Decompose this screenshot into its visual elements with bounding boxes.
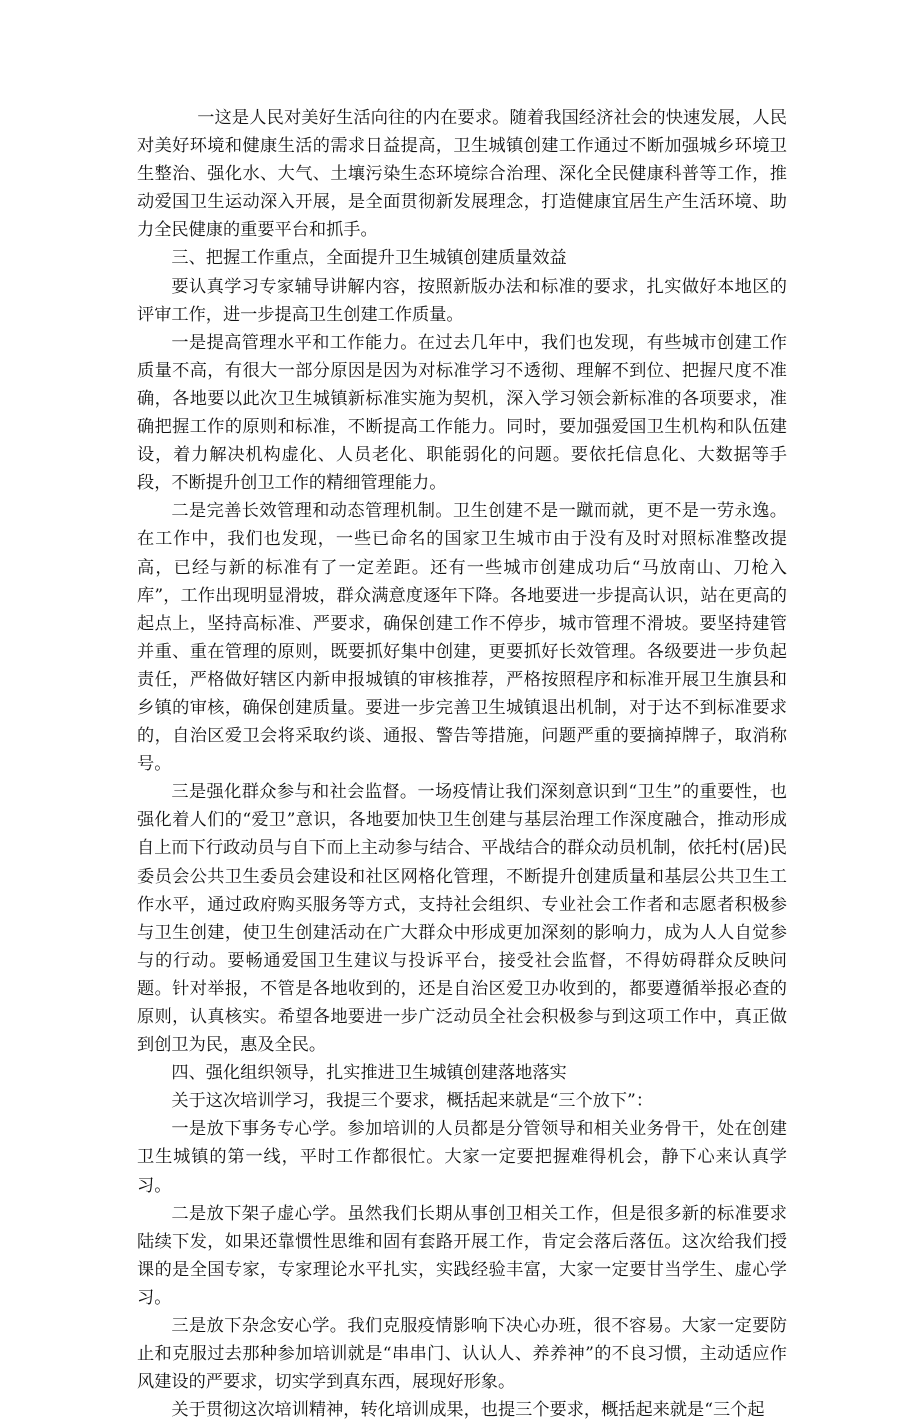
paragraph-three-put-downs: 关于这次培训学习，我提三个要求，概括起来就是“三个放下”： xyxy=(171,1091,654,1112)
document-body xyxy=(137,104,787,1424)
paragraph-put-down-two: 二是放下架子虚心学。虽然我们长期从事创卫相关工作，但是很多新的标准要求陆续下发，如果还靠惯性思维和固有套路开展工作，肯定会落后落伍。这次给我们授课的是全国专家，专家理论水平扎实，实践经验丰富，大家一定要甘当学生、虚心学习。 xyxy=(137,1203,787,1308)
paragraph-put-down-three: 三是放下杂念安心学。我们克服疫情影响下决心办班，很不容易。大家一定要防止和克服过去那种参加培训就是“串串门、认认人、养养神”的不良习惯，主动适应作风建设的严要求，切实学到真东西，展现好形象。 xyxy=(137,1316,787,1393)
paragraph-point-three: 三是强化群众参与和社会监督。一场疫情让我们深刻意识到“卫生”的重要性，也强化着人们的“爱卫”意识，各地要加快卫生创建与基层治理工作深度融合，推动形成自上而下行政动员与自下而上主动参与结合、平战结合的群众动员机制，依托村(居)民委员会公共卫生委员会建设和社区网格化管理，不断提升创建质量和基层公共卫生工作水平，通过政府购买服务等方式，支持社会组织、专业社会工作者和志愿者积极参与卫生创建，使卫生创建活动在广大群众中形成更加深刻的影响力，成为人人自觉参与的行动。要畅通爱国卫生建议与投诉平台，接受社会监督，不得妨碍群众反映问题。针对举报，不管是各地收到的，还是自治区爱卫办收到的，都要遵循举报必查的原则，认真核实。希望各地要进一步广泛动员全社会积极参与到这项工作中，真正做到创卫为民，惠及全民。 xyxy=(137,782,787,1056)
paragraph-point-one: 一是提高管理水平和工作能力。在过去几年中，我们也发现，有些城市创建工作质量不高，有很大一部分原因是因为对标准学习不透彻、理解不到位、把握尺度不准确，各地要以此次卫生城镇新标准实施为契机，深入学习领会新标准的各项要求，准确把握工作的原则和标准，不断提高工作能力。同时，要加强爱国卫生机构和队伍建设，着力解决机构虚化、人员老化、职能弱化的问题。要依托信息化、大数据等手段，不断提升创卫工作的精细管理能力。 xyxy=(137,332,787,494)
paragraph-three-requirements: 关于贯彻这次培训精神，转化培训成果，也提三个要求，概括起来就是“三个起 xyxy=(171,1400,765,1421)
paragraph-study-requirement: 要认真学习专家辅导讲解内容，按照新版办法和标准的要求，扎实做好本地区的评审工作，进一步提高卫生创建工作质量。 xyxy=(137,276,787,325)
section-heading-three: 三、把握工作重点，全面提升卫生城镇创建质量效益 xyxy=(171,248,567,269)
paragraph-intro-requirement: 一这是人民对美好生活向往的内在要求。随着我国经济社会的快速发展，人民对美好环境和健康生活的需求日益提高，卫生城镇创建工作通过不断加强城乡环境卫生整治、强化水、大气、土壤污染生态环境综合治理、深化全民健康科普等工作，推动爱国卫生运动深入开展，是全面贯彻新发展理念，打造健康宜居生产生活环境、助力全民健康的重要平台和抓手。 xyxy=(137,108,787,241)
paragraph-point-two: 二是完善长效管理和动态管理机制。卫生创建不是一蹴而就，更不是一劳永逸。在工作中，我们也发现，一些已命名的国家卫生城市由于没有及时对照标准整改提高，已经与新的标准有了一定差距。还有一些城市创建成功后“马放南山、刀枪入库”，工作出现明显滑坡，群众满意度逐年下降。各地要进一步提高认识，站在更高的起点上，坚持高标准、严要求，确保创建工作不停步，城市管理不滑坡。要坚持建管并重、重在管理的原则，既要抓好集中创建，更要抓好长效管理。各级要进一步负起责任，严格做好辖区内新申报城镇的审核推荐，严格按照程序和标准开展卫生旗县和乡镇的审核，确保创建质量。要进一步完善卫生城镇退出机制，对于达不到标准要求的，自治区爱卫会将采取约谈、通报、警告等措施，问题严重的要摘掉牌子，取消称号。 xyxy=(137,501,787,775)
section-heading-four: 四、强化组织领导，扎实推进卫生城镇创建落地落实 xyxy=(171,1063,567,1084)
paragraph-put-down-one: 一是放下事务专心学。参加培训的人员都是分管领导和相关业务骨干，处在创建卫生城镇的第一线，平时工作都很忙。大家一定要把握难得机会，静下心来认真学习。 xyxy=(137,1119,787,1196)
